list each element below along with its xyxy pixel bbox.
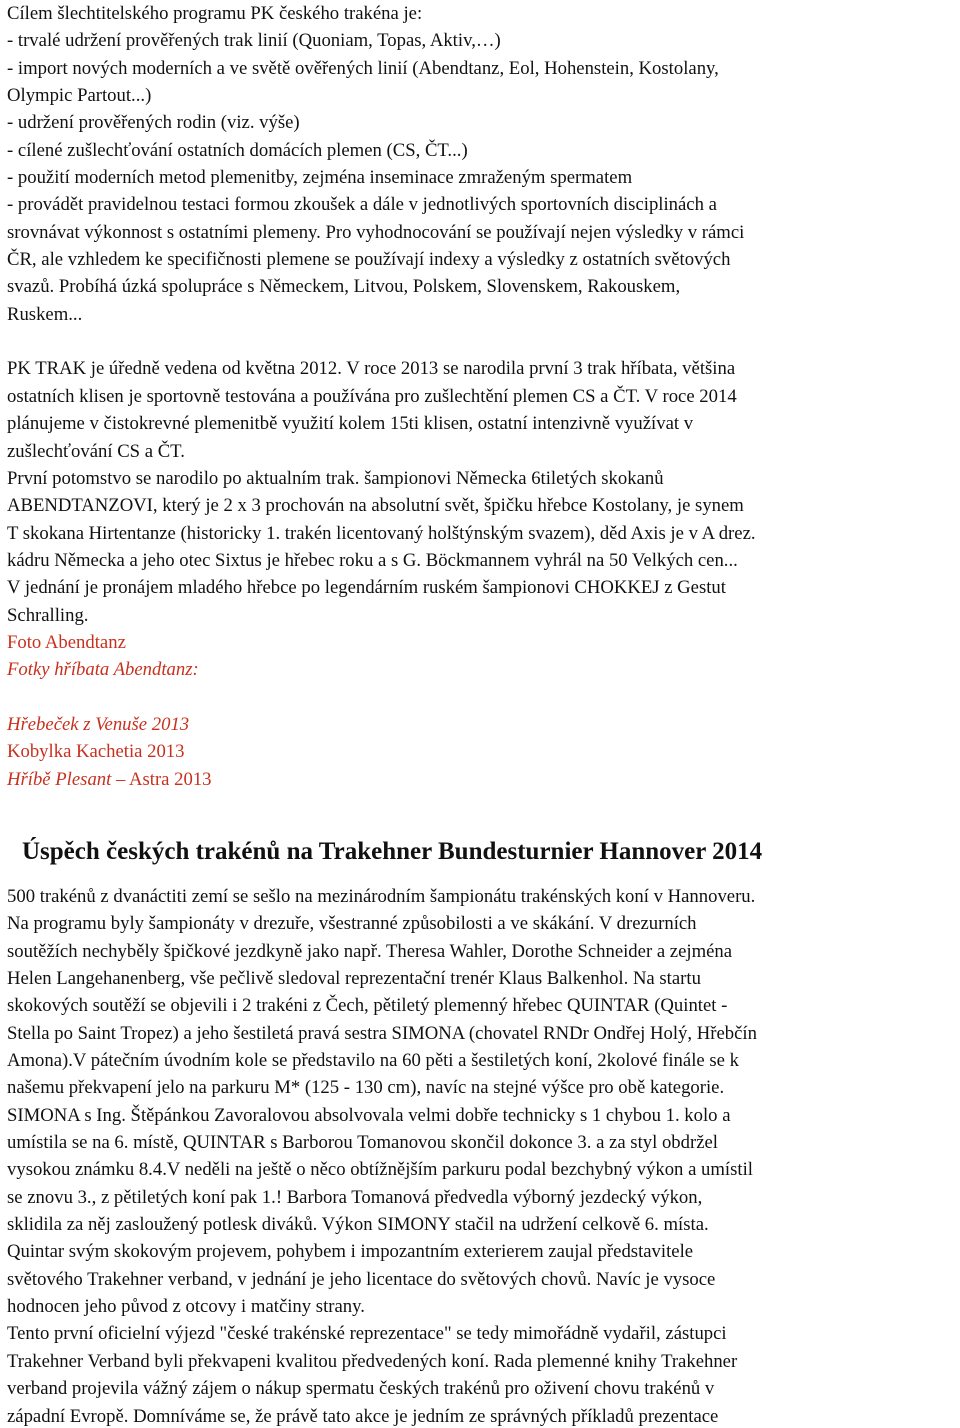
foal-link-venuse[interactable]: Hřebeček z Venuše 2013 [7, 713, 190, 735]
foal-link-astra[interactable] [7, 766, 960, 793]
article-line: umístila se na 6. místě, QUINTAR s Barborou Tomanovou skončil dokonce 3. a za styl obdržel [7, 1132, 718, 1154]
breeding-program-section [7, 0, 960, 328]
spacer [7, 684, 960, 711]
program-goal-line: - cílené zušlechťování ostatních domácích plemen (CS, ČT...) [7, 139, 468, 161]
program-goal-line: Ruskem... [7, 303, 83, 325]
status-line: Schralling. [7, 604, 89, 626]
program-goal-line: ČR, ale vzhledem ke specifičnosti plemene se používají indexy a výsledky z ostatních světových [7, 249, 731, 271]
article-line: se znovu 3., z pětiletých koní pak 1.! Barbora Tomanová předvedla výborný jezdecký výkon, [7, 1186, 703, 1208]
article-line: Quintar svým skokovým projevem, pohybem i impozantním exterierem zaujal představitele [7, 1241, 694, 1263]
foto-abendtanz-link[interactable]: Foto Abendtanz [7, 631, 126, 653]
status-line: plánujeme v čistokrevné plemenitbě využití kolem 15ti klisen, ostatní intenzivně využívat v [7, 413, 694, 435]
status-line: První potomstvo se narodilo po aktualním trak. šampionovi Německa 6tiletých skokanů [7, 467, 664, 489]
photo-links [7, 629, 960, 793]
program-goal-line: svazů. Probíhá úzká spolupráce s Německem, Litvou, Polskem, Slovenskem, Rakouskem, [7, 276, 681, 298]
article-line: Stella po Saint Tropez) a jeho šestiletá pravá sestra SIMONA (chovatel RNDr Ondřej Holý, Hřebčín [7, 1022, 757, 1044]
program-goal-line: srovnávat výkonnost s ostatními plemeny. Pro vyhodnocování se používají nejen výsledky v rámci [7, 221, 745, 243]
program-goal-line: - provádět pravidelnou testaci formou zkoušek a dále v jednotlivých sportovních disciplinách a [7, 194, 717, 216]
status-section [7, 355, 960, 628]
article-line: Trakehner Verband byli překvapeni kvalitou předvedených koní. Rada plemenné knihy Trakehner [7, 1350, 738, 1372]
program-goal-line: - udržení prověřených rodin (viz. výše) [7, 112, 300, 134]
program-goal-line: Olympic Partout...) [7, 85, 152, 107]
status-line: zušlechťování CS a ČT. [7, 440, 185, 462]
spacer [7, 328, 960, 355]
foal-link-astra-label: – Astra 2013 [111, 768, 212, 790]
article-line: 500 trakénů z dvanáctiti zemí se sešlo na mezinárodním šampionátu trakénských koní v Hannoveru. [7, 885, 756, 907]
fotky-hribata-link[interactable]: Fotky hříbata Abendtanz: [7, 659, 199, 681]
article-line: světového Trakehner verband, v jednání je jeho licentace do světových chovů. Navíc je vysoce [7, 1268, 716, 1290]
program-goal-line: - použití moderních metod plemenitby, zejména inseminace zmraženým spermatem [7, 167, 633, 189]
article-line: Tento první oficielní výjezd "české trakénské reprezentace" se tedy mimořádně vydařil, zástupci [7, 1323, 727, 1345]
article-line: našemu překvapení jelo na parkuru M* (125 - 130 cm), navíc na stejné výšce pro obě kategorie. [7, 1077, 725, 1099]
program-goal-line: - import nových moderních a ve světě ověřených linií (Abendtanz, Eol, Hohenstein, Kostolany, [7, 57, 719, 79]
foal-link-plesant-label: Hříbě Plesant [7, 768, 112, 790]
status-line: PK TRAK je úředně vedena od května 2012. V roce 2013 se narodila první 3 trak hříbata, většina [7, 358, 736, 380]
article-body [7, 883, 960, 1428]
status-line: ABENDTANZOVI, který je 2 x 3 prochován na absolutní svět, špičku hřebce Kostolany, je synem [7, 495, 744, 517]
status-line: V jednání je pronájem mladého hřebce po legendárním ruském šampionovi CHOKKEJ z Gestut [7, 577, 726, 599]
article-line: Helen Langehanenberg, vše pečlivě sledoval reprezentační trenér Klaus Balkenhol. Na startu [7, 968, 701, 989]
article-line: SIMONA s Ing. Štěpánkou Zavoralovou absolvovala velmi dobře technicky s 1 chybou 1. kolo a [7, 1104, 731, 1126]
status-line: kádru Německa a jeho otec Sixtus je hřebec roku a s G. Böckmannem vyhrál na 50 Velkých cen... [7, 549, 738, 571]
article-line: sklidila za něj zasloužený potlesk diváků. Výkon SIMONY stačil na udržení celkově 6. místa. [7, 1214, 709, 1236]
article-line: verband projevila vážný zájem o nákup spermatu českých trakénů pro oživení chovu trakénů v [7, 1378, 715, 1400]
article-line: Amona).V pátečním úvodním kole se představilo na 60 pěti a šestiletých koní, 2kolové finále se k [7, 1050, 739, 1072]
article-line: hodnocen jeho původ z otcovy i matčiny strany. [7, 1296, 365, 1318]
status-line: T skokana Hirtentanze (historicky 1. trakén licentovaný holštýnským svazem), děd Axis je v A drez. [7, 522, 756, 544]
status-line: ostatních klisen je sportovně testována a používána pro zušlechtění plemen CS a ČT. V roce 2014 [7, 385, 737, 407]
article-line: západní Evropě. Domníváme se, že právě tato akce je jedním ze správných příkladů prezentace [7, 1405, 719, 1427]
article-line: vysokou známku 8.4.V neděli na ještě o něco obtížnějším parkuru podal bezchybný výkon a umístil [7, 1159, 753, 1181]
article-line: Na programu byly šampionáty v drezuře, všestranné způsobilosti a ve skákání. V drezurních [7, 913, 697, 935]
program-goal-line: - trvalé udržení prověřených trak linií (Quoniam, Topas, Aktiv,…) [7, 30, 501, 52]
article-line: skokových soutěží se objevili i 2 trakéni z Čech, pětiletý plemenný hřebec QUINTAR (Quintet - [7, 995, 728, 1017]
program-intro-line: Cílem šlechtitelského programu PK českého trakéna je: [7, 3, 423, 24]
article-title: Úspěch českých trakénů na Trakehner Bundesturnier Hannover 2014 [22, 837, 763, 865]
article-line: soutěžích nechyběly špičkové jezdkyně jako např. Theresa Wahler, Dorothe Schneider a zejména [7, 940, 733, 962]
foal-link-kachetia[interactable]: Kobylka Kachetia 2013 [7, 741, 185, 763]
